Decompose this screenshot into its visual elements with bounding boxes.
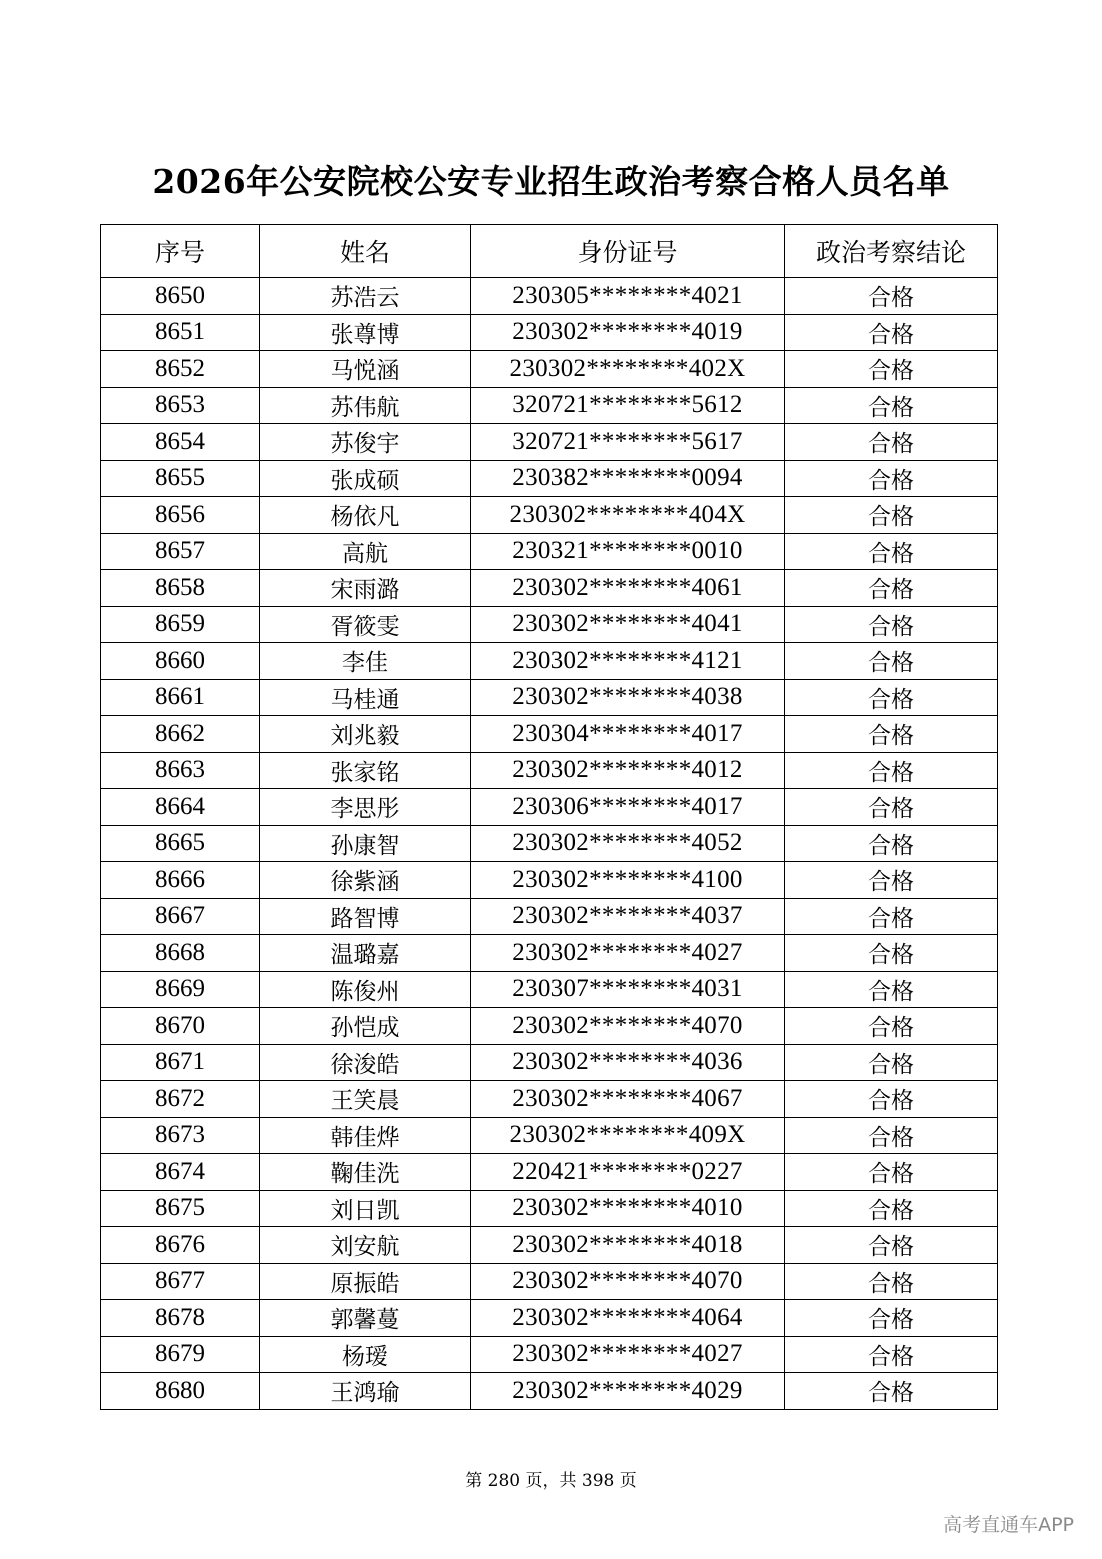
id-number-cell: 230302********4010 [471,1190,785,1227]
table-row [101,606,998,643]
table-row [101,1190,998,1227]
result-cell: 合格 [785,1336,998,1373]
seq-cell: 8676 [101,1227,260,1264]
name-cell: 刘安航 [260,1227,471,1264]
result-cell: 合格 [785,497,998,534]
seq-cell: 8667 [101,898,260,935]
name-cell: 马桂通 [260,679,471,716]
name-cell: 胥筱雯 [260,606,471,643]
seq-cell: 8670 [101,1008,260,1045]
table-row [101,752,998,789]
name-cell: 王笑晨 [260,1081,471,1118]
seq-cell: 8666 [101,862,260,899]
name-cell: 徐紫涵 [260,862,471,899]
header-political-review-result: 政治考察结论 [785,225,998,278]
seq-cell: 8679 [101,1336,260,1373]
name-cell: 苏浩云 [260,278,471,315]
table-row [101,497,998,534]
result-cell: 合格 [785,1081,998,1118]
id-number-cell: 230302********4029 [471,1373,785,1410]
result-cell: 合格 [785,1300,998,1337]
seq-cell: 8678 [101,1300,260,1337]
name-cell: 高航 [260,533,471,570]
seq-cell: 8680 [101,1373,260,1410]
result-cell: 合格 [785,1117,998,1154]
id-number-cell: 220421********0227 [471,1154,785,1191]
seq-cell: 8673 [101,1117,260,1154]
id-number-cell: 320721********5612 [471,387,785,424]
seq-cell: 8672 [101,1081,260,1118]
seq-cell: 8669 [101,971,260,1008]
table-row [101,1227,998,1264]
seq-cell: 8657 [101,533,260,570]
table-row [101,862,998,899]
result-cell: 合格 [785,1008,998,1045]
seq-cell: 8661 [101,679,260,716]
id-number-cell: 230302********4052 [471,825,785,862]
id-number-cell: 230302********4019 [471,314,785,351]
id-number-cell: 230321********0010 [471,533,785,570]
seq-cell: 8654 [101,424,260,461]
seq-cell: 8674 [101,1154,260,1191]
name-cell: 苏俊宇 [260,424,471,461]
table-row [101,460,998,497]
id-number-cell: 230302********4038 [471,679,785,716]
table-row [101,789,998,826]
name-cell: 苏伟航 [260,387,471,424]
table-row [101,971,998,1008]
table-row [101,314,998,351]
id-number-cell: 230302********4067 [471,1081,785,1118]
result-cell: 合格 [785,1154,998,1191]
table-row [101,387,998,424]
watermark-logo-text: 高考直通车APP [943,1514,1074,1536]
name-cell: 孙恺成 [260,1008,471,1045]
table-row [101,1300,998,1337]
result-cell: 合格 [785,935,998,972]
seq-cell: 8665 [101,825,260,862]
table-row [101,1008,998,1045]
seq-cell: 8663 [101,752,260,789]
id-number-cell: 230302********4070 [471,1008,785,1045]
result-cell: 合格 [785,1373,998,1410]
id-number-cell: 230302********4036 [471,1044,785,1081]
result-cell: 合格 [785,387,998,424]
table-row [101,1336,998,1373]
id-number-cell: 230302********4027 [471,1336,785,1373]
table-row [101,643,998,680]
seq-cell: 8671 [101,1044,260,1081]
name-cell: 刘日凯 [260,1190,471,1227]
result-cell: 合格 [785,971,998,1008]
name-cell: 温璐嘉 [260,935,471,972]
table-row [101,1263,998,1300]
id-number-cell: 230306********4017 [471,789,785,826]
roster-table [100,224,998,1410]
name-cell: 原振皓 [260,1263,471,1300]
id-number-cell: 230305********4021 [471,278,785,315]
table-row [101,1044,998,1081]
seq-cell: 8656 [101,497,260,534]
seq-cell: 8655 [101,460,260,497]
table-row [101,1081,998,1118]
table-row [101,825,998,862]
result-cell: 合格 [785,460,998,497]
result-cell: 合格 [785,606,998,643]
header-name: 姓名 [260,225,471,278]
name-cell: 鞠佳洗 [260,1154,471,1191]
result-cell: 合格 [785,825,998,862]
result-cell: 合格 [785,314,998,351]
id-number-cell: 230302********4041 [471,606,785,643]
header-id-number: 身份证号 [471,225,785,278]
table-row [101,679,998,716]
result-cell: 合格 [785,789,998,826]
result-cell: 合格 [785,351,998,388]
result-cell: 合格 [785,1227,998,1264]
result-cell: 合格 [785,862,998,899]
id-number-cell: 230302********4012 [471,752,785,789]
id-number-cell: 230302********404X [471,497,785,534]
name-cell: 马悦涵 [260,351,471,388]
name-cell: 李思彤 [260,789,471,826]
id-number-cell: 230302********409X [471,1117,785,1154]
result-cell: 合格 [785,898,998,935]
page-title: 2026年公安院校公安专业招生政治考察合格人员名单 [152,162,950,201]
seq-cell: 8652 [101,351,260,388]
id-number-cell: 230302********4061 [471,570,785,607]
table-row [101,424,998,461]
id-number-cell: 230302********4121 [471,643,785,680]
seq-cell: 8659 [101,606,260,643]
result-cell: 合格 [785,570,998,607]
id-number-cell: 230302********4027 [471,935,785,972]
table-row [101,533,998,570]
table-row [101,716,998,753]
table-header-row [101,225,998,278]
result-cell: 合格 [785,533,998,570]
seq-cell: 8653 [101,387,260,424]
table-row [101,278,998,315]
page-number-footer: 第 280 页，共 398 页 [465,1471,637,1491]
seq-cell: 8650 [101,278,260,315]
name-cell: 郭馨蔓 [260,1300,471,1337]
name-cell: 李佳 [260,643,471,680]
seq-cell: 8658 [101,570,260,607]
seq-cell: 8677 [101,1263,260,1300]
table-row [101,570,998,607]
name-cell: 孙康智 [260,825,471,862]
result-cell: 合格 [785,424,998,461]
table-row [101,351,998,388]
header-seq: 序号 [101,225,260,278]
name-cell: 刘兆毅 [260,716,471,753]
result-cell: 合格 [785,1190,998,1227]
name-cell: 陈俊州 [260,971,471,1008]
name-cell: 宋雨潞 [260,570,471,607]
name-cell: 杨瑷 [260,1336,471,1373]
id-number-cell: 230302********4037 [471,898,785,935]
table-row [101,898,998,935]
table-row [101,1154,998,1191]
name-cell: 王鸿瑜 [260,1373,471,1410]
id-number-cell: 230302********4100 [471,862,785,899]
id-number-cell: 230302********4064 [471,1300,785,1337]
id-number-cell: 230382********0094 [471,460,785,497]
id-number-cell: 230302********4070 [471,1263,785,1300]
seq-cell: 8675 [101,1190,260,1227]
id-number-cell: 230302********4018 [471,1227,785,1264]
table-body [101,278,998,1410]
table-row [101,1373,998,1410]
id-number-cell: 230302********402X [471,351,785,388]
name-cell: 杨依凡 [260,497,471,534]
id-number-cell: 230307********4031 [471,971,785,1008]
result-cell: 合格 [785,643,998,680]
result-cell: 合格 [785,752,998,789]
table-row [101,935,998,972]
name-cell: 张成硕 [260,460,471,497]
result-cell: 合格 [785,679,998,716]
name-cell: 张尊博 [260,314,471,351]
result-cell: 合格 [785,716,998,753]
seq-cell: 8664 [101,789,260,826]
result-cell: 合格 [785,278,998,315]
result-cell: 合格 [785,1263,998,1300]
name-cell: 路智博 [260,898,471,935]
name-cell: 徐浚皓 [260,1044,471,1081]
result-cell: 合格 [785,1044,998,1081]
seq-cell: 8668 [101,935,260,972]
table-row [101,1117,998,1154]
name-cell: 张家铭 [260,752,471,789]
seq-cell: 8651 [101,314,260,351]
id-number-cell: 320721********5617 [471,424,785,461]
id-number-cell: 230304********4017 [471,716,785,753]
name-cell: 韩佳烨 [260,1117,471,1154]
seq-cell: 8660 [101,643,260,680]
seq-cell: 8662 [101,716,260,753]
